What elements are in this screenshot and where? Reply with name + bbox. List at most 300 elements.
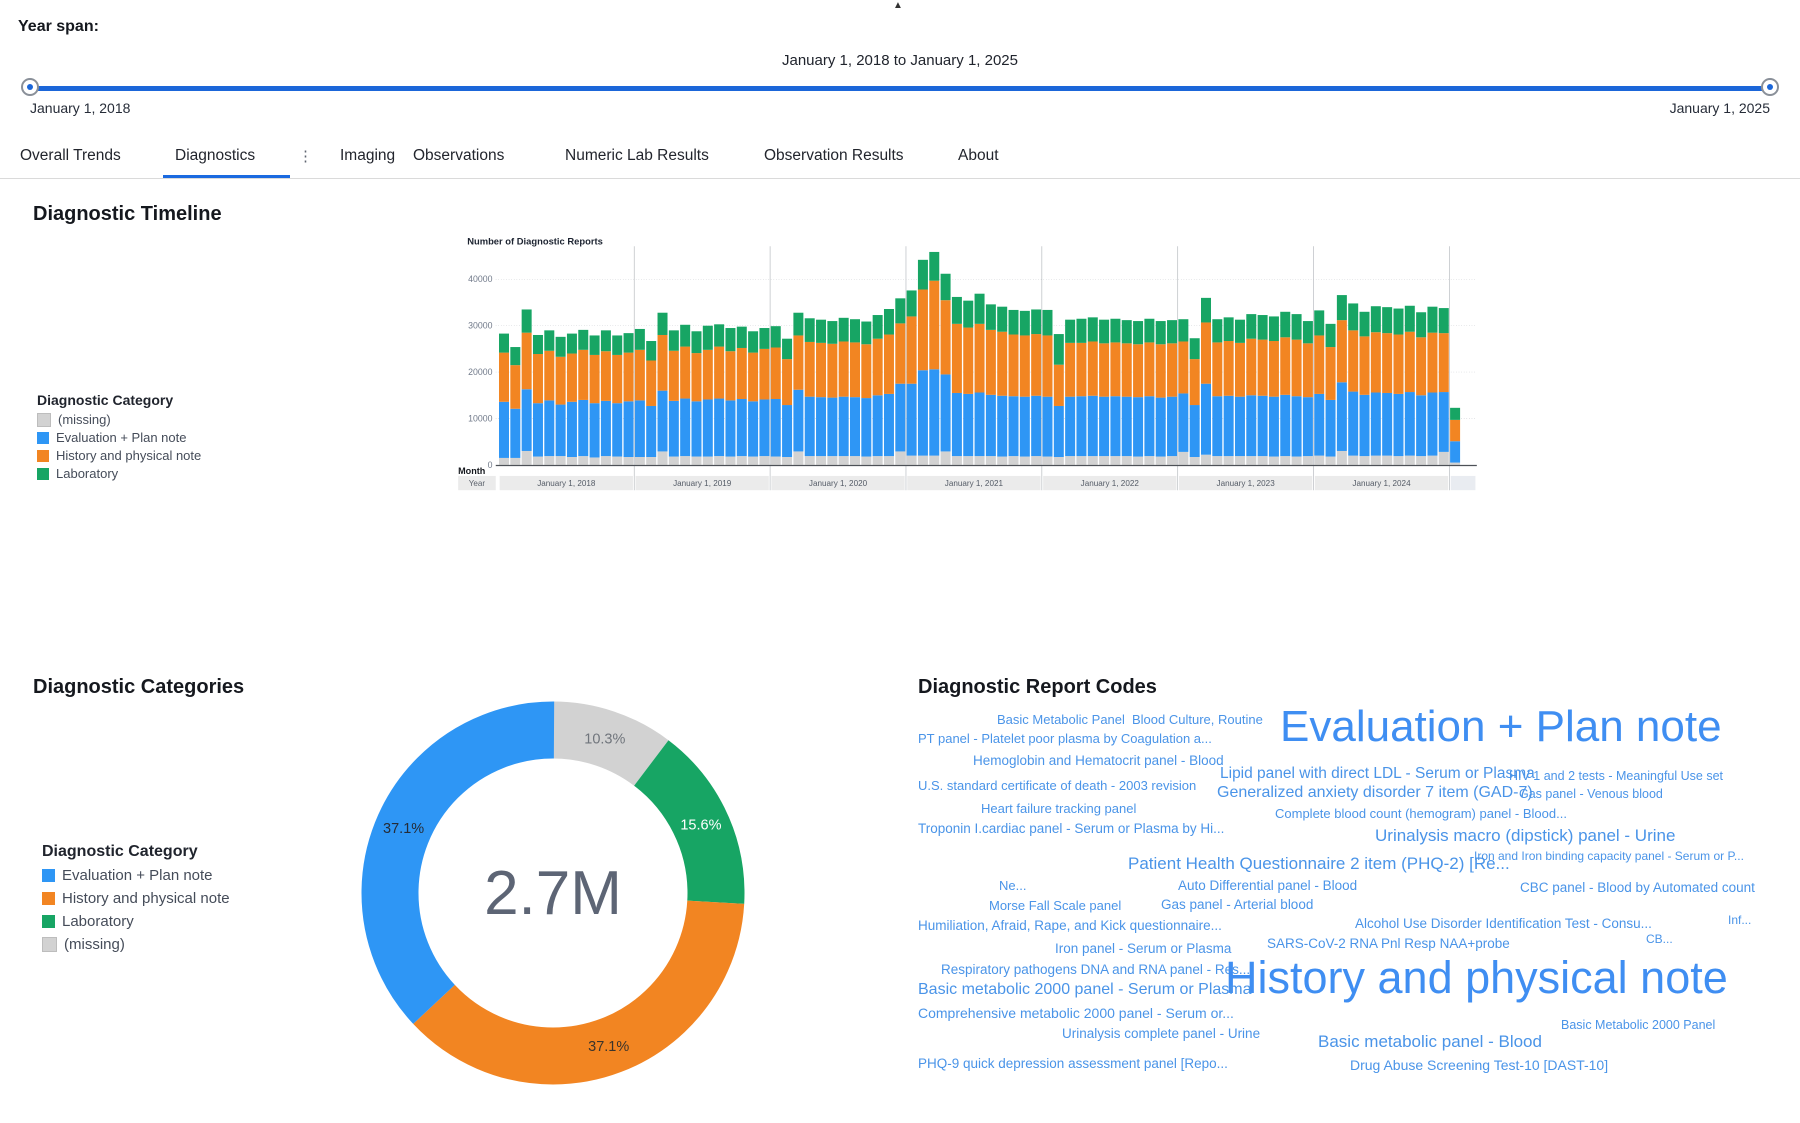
bar-segment[interactable]: [1382, 333, 1392, 393]
bar-segment[interactable]: [1303, 397, 1313, 456]
bar-segment[interactable]: [544, 400, 554, 456]
bar-segment[interactable]: [771, 326, 781, 347]
bar-segment[interactable]: [963, 456, 973, 465]
bar-segment[interactable]: [624, 353, 634, 402]
bar-segment[interactable]: [1246, 395, 1256, 456]
tab-about[interactable]: About: [958, 147, 999, 164]
bar-segment[interactable]: [1042, 335, 1052, 396]
bar-segment[interactable]: [556, 405, 566, 456]
bar-segment[interactable]: [895, 323, 905, 383]
bar-segment[interactable]: [1020, 335, 1030, 396]
bar-segment[interactable]: [1122, 397, 1132, 456]
bar-segment[interactable]: [1427, 456, 1437, 465]
bar-segment[interactable]: [703, 350, 713, 400]
bar-segment[interactable]: [646, 406, 656, 457]
bar-segment[interactable]: [839, 318, 849, 342]
bar-segment[interactable]: [816, 320, 826, 343]
bar-segment[interactable]: [1416, 337, 1426, 395]
bar-segment[interactable]: [624, 401, 634, 457]
year-range-slider[interactable]: [0, 70, 1800, 110]
bar-segment[interactable]: [918, 456, 928, 465]
bar-segment[interactable]: [703, 399, 713, 456]
bar-segment[interactable]: [1314, 394, 1324, 456]
scroll-up-icon[interactable]: ▲: [893, 0, 903, 11]
bar-segment[interactable]: [1201, 384, 1211, 455]
report-code-word[interactable]: HIV 1 and 2 tests - Meaningful Use set: [1509, 769, 1723, 783]
report-code-word[interactable]: Basic metabolic panel - Blood: [1318, 1032, 1542, 1051]
bar-segment[interactable]: [533, 457, 543, 465]
bar-segment[interactable]: [873, 315, 883, 339]
bar-segment[interactable]: [805, 318, 815, 342]
bar-segment[interactable]: [907, 456, 917, 465]
bar-segment[interactable]: [1360, 336, 1370, 394]
tab-observation-results[interactable]: Observation Results: [764, 147, 904, 164]
bar-segment[interactable]: [1042, 397, 1052, 457]
bar-segment[interactable]: [997, 396, 1007, 457]
bar-segment[interactable]: [884, 456, 894, 465]
bar-segment[interactable]: [1178, 393, 1188, 451]
bar-segment[interactable]: [1258, 456, 1268, 465]
bar-segment[interactable]: [1076, 343, 1086, 396]
report-code-word[interactable]: Basic Metabolic Panel: [997, 712, 1125, 727]
bar-segment[interactable]: [952, 324, 962, 393]
bar-segment[interactable]: [1099, 343, 1109, 396]
bar-segment[interactable]: [680, 456, 690, 465]
bar-segment[interactable]: [737, 327, 747, 348]
bar-segment[interactable]: [1224, 396, 1234, 456]
bar-segment[interactable]: [918, 290, 928, 371]
tab-diagnostics[interactable]: Diagnostics: [175, 147, 256, 164]
bar-segment[interactable]: [1439, 333, 1449, 392]
bar-segment[interactable]: [624, 333, 634, 352]
bar-segment[interactable]: [771, 348, 781, 399]
bar-segment[interactable]: [1190, 359, 1200, 405]
bar-segment[interactable]: [873, 339, 883, 396]
bar-segment[interactable]: [907, 316, 917, 383]
bar-segment[interactable]: [975, 294, 985, 324]
bar-segment[interactable]: [782, 359, 792, 405]
bar-segment[interactable]: [748, 401, 758, 456]
bar-segment[interactable]: [1314, 456, 1324, 465]
bar-segment[interactable]: [1405, 392, 1415, 456]
bar-segment[interactable]: [850, 319, 860, 342]
report-code-word[interactable]: Iron panel - Serum or Plasma: [1055, 941, 1232, 956]
bar-segment[interactable]: [601, 456, 611, 465]
kebab-vertical-icon[interactable]: ⋮: [298, 148, 313, 165]
report-code-word[interactable]: Urinalysis complete panel - Urine: [1062, 1026, 1261, 1041]
bar-segment[interactable]: [816, 343, 826, 397]
bar-segment[interactable]: [1009, 396, 1019, 456]
bar-segment[interactable]: [1088, 396, 1098, 456]
bar-segment[interactable]: [963, 328, 973, 394]
bar-segment[interactable]: [669, 351, 679, 401]
bar-segment[interactable]: [544, 456, 554, 465]
bar-segment[interactable]: [1156, 457, 1166, 465]
bar-segment[interactable]: [850, 456, 860, 465]
bar-segment[interactable]: [1280, 456, 1290, 465]
bar-segment[interactable]: [1427, 333, 1437, 393]
bar-segment[interactable]: [839, 341, 849, 396]
bar-segment[interactable]: [1360, 395, 1370, 456]
bar-segment[interactable]: [1178, 341, 1188, 393]
bar-segment[interactable]: [714, 324, 724, 346]
bar-segment[interactable]: [1326, 400, 1336, 457]
tab-imaging[interactable]: Imaging: [340, 147, 396, 164]
bar-segment[interactable]: [986, 330, 996, 395]
bar-segment[interactable]: [1144, 342, 1154, 396]
bar-segment[interactable]: [759, 456, 769, 465]
bar-segment[interactable]: [1099, 456, 1109, 465]
bar-segment[interactable]: [1031, 456, 1041, 465]
bar-segment[interactable]: [839, 397, 849, 456]
bar-segment[interactable]: [578, 350, 588, 400]
report-code-word[interactable]: U.S. standard certificate of death - 2003 revision: [918, 778, 1197, 793]
bar-segment[interactable]: [1246, 456, 1256, 465]
bar-segment[interactable]: [1371, 456, 1381, 465]
bar-segment[interactable]: [1439, 392, 1449, 452]
bar-segment[interactable]: [522, 451, 532, 465]
bar-segment[interactable]: [1337, 451, 1347, 465]
bar-segment[interactable]: [941, 451, 951, 464]
bar-segment[interactable]: [703, 326, 713, 350]
bar-segment[interactable]: [1303, 321, 1313, 343]
bar-segment[interactable]: [658, 391, 668, 452]
bar-segment[interactable]: [1099, 397, 1109, 456]
bar-segment[interactable]: [567, 402, 577, 457]
bar-segment[interactable]: [1167, 397, 1177, 456]
bar-segment[interactable]: [805, 456, 815, 465]
report-code-word[interactable]: Basic Metabolic 2000 Panel: [1561, 1018, 1716, 1032]
bar-segment[interactable]: [782, 457, 792, 465]
bar-segment[interactable]: [793, 335, 803, 389]
bar-segment[interactable]: [929, 369, 939, 455]
bar-segment[interactable]: [1405, 332, 1415, 392]
bar-segment[interactable]: [669, 457, 679, 465]
bar-segment[interactable]: [533, 354, 543, 403]
report-code-word[interactable]: SARS-CoV-2 RNA Pnl Resp NAA+probe: [1267, 936, 1510, 951]
bar-segment[interactable]: [1337, 320, 1347, 382]
bar-segment[interactable]: [1224, 317, 1234, 341]
report-code-word[interactable]: CBC panel - Blood by Automated count: [1520, 880, 1755, 895]
bar-segment[interactable]: [601, 330, 611, 351]
bar-segment[interactable]: [1144, 396, 1154, 456]
bar-segment[interactable]: [601, 401, 611, 456]
bar-segment[interactable]: [1167, 343, 1177, 396]
bar-segment[interactable]: [929, 456, 939, 465]
report-code-word[interactable]: PT panel - Platelet poor plasma by Coagulation a...: [918, 731, 1212, 746]
bar-segment[interactable]: [1314, 310, 1324, 335]
bar-segment[interactable]: [612, 335, 622, 354]
report-code-word[interactable]: History and physical note: [1225, 952, 1728, 1003]
bar-segment[interactable]: [1371, 332, 1381, 392]
bar-segment[interactable]: [1020, 311, 1030, 336]
bar-segment[interactable]: [1450, 441, 1460, 462]
bar-segment[interactable]: [590, 403, 600, 457]
bar-segment[interactable]: [952, 393, 962, 456]
bar-segment[interactable]: [1065, 343, 1075, 397]
report-code-word[interactable]: Basic metabolic 2000 panel - Serum or Plasma: [918, 981, 1252, 998]
bar-segment[interactable]: [1292, 457, 1302, 465]
categories-legend-item-evaluation-plan-note[interactable]: [42, 867, 230, 884]
bar-segment[interactable]: [1360, 456, 1370, 465]
bar-segment[interactable]: [1201, 455, 1211, 465]
report-code-word[interactable]: CB...: [1646, 932, 1673, 946]
bar-segment[interactable]: [1235, 343, 1245, 397]
bar-segment[interactable]: [1167, 320, 1177, 343]
bar-segment[interactable]: [975, 324, 985, 393]
report-code-word[interactable]: Heart failure tracking panel: [981, 801, 1137, 816]
bar-segment[interactable]: [805, 342, 815, 397]
bar-segment[interactable]: [1348, 330, 1358, 391]
bar-segment[interactable]: [1382, 307, 1392, 333]
bar-segment[interactable]: [895, 298, 905, 323]
bar-segment[interactable]: [737, 348, 747, 399]
bar-segment[interactable]: [1269, 397, 1279, 457]
bar-segment[interactable]: [646, 341, 656, 360]
bar-segment[interactable]: [612, 457, 622, 465]
bar-segment[interactable]: [963, 301, 973, 328]
bar-segment[interactable]: [929, 252, 939, 281]
bar-segment[interactable]: [1427, 307, 1437, 333]
bar-segment[interactable]: [601, 351, 611, 401]
bar-segment[interactable]: [816, 397, 826, 456]
bar-segment[interactable]: [533, 335, 543, 354]
bar-segment[interactable]: [1292, 396, 1302, 456]
bar-segment[interactable]: [590, 335, 600, 354]
bar-segment[interactable]: [986, 456, 996, 465]
bar-segment[interactable]: [1326, 324, 1336, 347]
bar-segment[interactable]: [1133, 457, 1143, 465]
report-code-word[interactable]: Morse Fall Scale panel: [989, 898, 1122, 913]
bar-segment[interactable]: [669, 330, 679, 350]
bar-segment[interactable]: [1020, 397, 1030, 457]
bar-segment[interactable]: [1292, 314, 1302, 340]
diagnostic-categories-donut[interactable]: [333, 671, 773, 1115]
bar-segment[interactable]: [1382, 456, 1392, 465]
bar-segment[interactable]: [669, 401, 679, 457]
bar-segment[interactable]: [793, 390, 803, 452]
bar-segment[interactable]: [1427, 393, 1437, 456]
bar-segment[interactable]: [635, 400, 645, 457]
bar-segment[interactable]: [805, 397, 815, 456]
tab-overall-trends[interactable]: Overall Trends: [20, 147, 121, 164]
bar-segment[interactable]: [1246, 314, 1256, 339]
bar-segment[interactable]: [1348, 303, 1358, 330]
bar-segment[interactable]: [725, 400, 735, 456]
bar-segment[interactable]: [748, 457, 758, 465]
bar-segment[interactable]: [635, 457, 645, 465]
bar-segment[interactable]: [1393, 394, 1403, 456]
bar-segment[interactable]: [1178, 452, 1188, 465]
bar-segment[interactable]: [861, 457, 871, 465]
bar-segment[interactable]: [1156, 321, 1166, 344]
bar-segment[interactable]: [929, 281, 939, 370]
bar-segment[interactable]: [759, 399, 769, 456]
bar-segment[interactable]: [1382, 393, 1392, 456]
tab-numeric-lab-results[interactable]: Numeric Lab Results: [565, 147, 709, 164]
bar-segment[interactable]: [771, 457, 781, 465]
bar-segment[interactable]: [1246, 339, 1256, 396]
bar-segment[interactable]: [861, 398, 871, 456]
slider-handle-start[interactable]: [21, 78, 39, 96]
report-code-word[interactable]: Humiliation, Afraid, Rape, and Kick questionnaire...: [918, 918, 1222, 933]
bar-segment[interactable]: [1009, 456, 1019, 465]
bar-segment[interactable]: [691, 331, 701, 353]
bar-segment[interactable]: [1201, 298, 1211, 323]
bar-segment[interactable]: [658, 451, 668, 464]
bar-segment[interactable]: [1224, 456, 1234, 465]
bar-segment[interactable]: [1348, 456, 1358, 465]
bar-segment[interactable]: [658, 335, 668, 391]
bar-segment[interactable]: [1099, 320, 1109, 344]
bar-segment[interactable]: [997, 332, 1007, 396]
bar-segment[interactable]: [1280, 312, 1290, 338]
bar-segment[interactable]: [861, 322, 871, 345]
report-code-word[interactable]: Generalized anxiety disorder 7 item (GAD-7): [1217, 784, 1533, 801]
bar-segment[interactable]: [1303, 456, 1313, 465]
bar-segment[interactable]: [850, 397, 860, 456]
bar-segment[interactable]: [510, 347, 520, 365]
bar-segment[interactable]: [1054, 334, 1064, 365]
bar-segment[interactable]: [1280, 337, 1290, 395]
bar-segment[interactable]: [1201, 322, 1211, 383]
bar-segment[interactable]: [1031, 334, 1041, 396]
bar-segment[interactable]: [1076, 456, 1086, 465]
bar-segment[interactable]: [1258, 315, 1268, 340]
bar-segment[interactable]: [782, 405, 792, 457]
bar-segment[interactable]: [578, 400, 588, 456]
bar-segment[interactable]: [1235, 397, 1245, 456]
bar-segment[interactable]: [646, 361, 656, 406]
bar-segment[interactable]: [1212, 319, 1222, 342]
bar-segment[interactable]: [567, 457, 577, 465]
bar-segment[interactable]: [1405, 306, 1415, 332]
bar-segment[interactable]: [1235, 456, 1245, 465]
bar-segment[interactable]: [1235, 320, 1245, 343]
report-code-word[interactable]: Patient Health Questionnaire 2 item (PHQ-2) [Re...: [1128, 854, 1510, 873]
bar-segment[interactable]: [556, 337, 566, 357]
bar-segment[interactable]: [1337, 382, 1347, 451]
bar-segment[interactable]: [1144, 319, 1154, 343]
bar-segment[interactable]: [1054, 406, 1064, 457]
bar-segment[interactable]: [1110, 319, 1120, 343]
bar-segment[interactable]: [941, 274, 951, 300]
bar-segment[interactable]: [816, 456, 826, 465]
bar-segment[interactable]: [1088, 341, 1098, 395]
bar-segment[interactable]: [1178, 319, 1188, 341]
bar-segment[interactable]: [1393, 335, 1403, 394]
bar-segment[interactable]: [907, 290, 917, 316]
bar-segment[interactable]: [1076, 319, 1086, 343]
bar-segment[interactable]: [1360, 312, 1370, 337]
bar-segment[interactable]: [1416, 456, 1426, 465]
bar-segment[interactable]: [1224, 341, 1234, 396]
bar-segment[interactable]: [1292, 340, 1302, 397]
bar-segment[interactable]: [907, 384, 917, 456]
bar-segment[interactable]: [567, 334, 577, 354]
bar-segment[interactable]: [1054, 457, 1064, 465]
bar-segment[interactable]: [1212, 342, 1222, 396]
bar-segment[interactable]: [590, 355, 600, 403]
report-code-word[interactable]: Drug Abuse Screening Test-10 [DAST-10]: [1350, 1057, 1609, 1073]
bar-segment[interactable]: [1009, 335, 1019, 397]
bar-segment[interactable]: [1076, 396, 1086, 456]
bar-segment[interactable]: [1156, 344, 1166, 397]
bar-segment[interactable]: [578, 330, 588, 350]
slider-handle-end[interactable]: [1761, 78, 1779, 96]
bar-segment[interactable]: [590, 457, 600, 464]
bar-segment[interactable]: [918, 370, 928, 455]
bar-segment[interactable]: [1314, 335, 1324, 393]
bar-segment[interactable]: [748, 331, 758, 352]
report-code-word[interactable]: Auto Differential panel - Blood: [1178, 878, 1358, 893]
report-code-word[interactable]: Gas panel - Venous blood: [1519, 787, 1663, 801]
bar-segment[interactable]: [499, 353, 509, 402]
bar-segment[interactable]: [646, 457, 656, 465]
bar-segment[interactable]: [1190, 338, 1200, 359]
bar-segment[interactable]: [567, 354, 577, 402]
bar-segment[interactable]: [941, 300, 951, 374]
bar-segment[interactable]: [873, 395, 883, 456]
bar-segment[interactable]: [510, 365, 520, 409]
bar-segment[interactable]: [1088, 456, 1098, 465]
bar-segment[interactable]: [612, 403, 622, 456]
bar-segment[interactable]: [997, 457, 1007, 465]
bar-segment[interactable]: [1009, 310, 1019, 335]
bar-segment[interactable]: [691, 353, 701, 401]
bar-segment[interactable]: [510, 458, 520, 465]
bar-segment[interactable]: [793, 313, 803, 336]
bar-segment[interactable]: [1439, 308, 1449, 333]
categories-legend-item-history-and-physical-note[interactable]: [42, 890, 230, 907]
bar-segment[interactable]: [1450, 463, 1460, 465]
bar-segment[interactable]: [771, 399, 781, 457]
bar-segment[interactable]: [1110, 342, 1120, 396]
bar-segment[interactable]: [1133, 344, 1143, 397]
bar-segment[interactable]: [1054, 365, 1064, 406]
report-code-word[interactable]: Iron and Iron binding capacity panel - Serum or P...: [1474, 849, 1744, 863]
bar-segment[interactable]: [714, 347, 724, 399]
bar-segment[interactable]: [975, 456, 985, 465]
bar-segment[interactable]: [997, 307, 1007, 332]
slider-track[interactable]: [30, 86, 1770, 91]
bar-segment[interactable]: [635, 350, 645, 401]
bar-segment[interactable]: [963, 394, 973, 456]
bar-segment[interactable]: [1156, 398, 1166, 457]
bar-segment[interactable]: [748, 353, 758, 402]
report-code-word[interactable]: Evaluation + Plan note: [1280, 702, 1722, 751]
bar-segment[interactable]: [510, 409, 520, 458]
bar-segment[interactable]: [1031, 396, 1041, 456]
bar-segment[interactable]: [1212, 456, 1222, 465]
bar-segment[interactable]: [827, 398, 837, 456]
bar-segment[interactable]: [1110, 456, 1120, 465]
bar-segment[interactable]: [1269, 316, 1279, 341]
bar-segment[interactable]: [1042, 310, 1052, 336]
report-code-word[interactable]: Gas panel - Arterial blood: [1161, 897, 1314, 912]
report-code-word[interactable]: Hemoglobin and Hematocrit panel - Blood: [973, 753, 1224, 768]
bar-segment[interactable]: [1371, 306, 1381, 332]
bar-segment[interactable]: [737, 456, 747, 465]
bar-segment[interactable]: [884, 309, 894, 335]
bar-segment[interactable]: [544, 351, 554, 401]
bar-segment[interactable]: [1065, 397, 1075, 456]
bar-segment[interactable]: [850, 342, 860, 397]
bar-segment[interactable]: [1133, 321, 1143, 344]
bar-segment[interactable]: [839, 456, 849, 465]
bar-segment[interactable]: [691, 457, 701, 465]
bar-segment[interactable]: [884, 335, 894, 394]
